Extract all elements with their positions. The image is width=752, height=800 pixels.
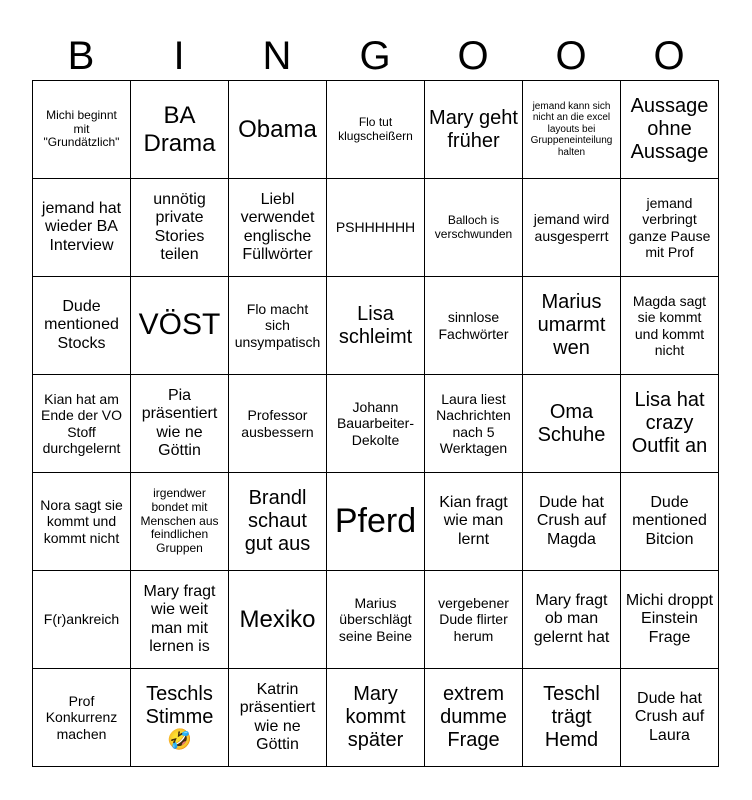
bingo-row-3: [33, 277, 719, 375]
bingo-cell-r2c7[interactable]: jemand verbringt ganze Pause mit Prof: [621, 179, 719, 277]
bingo-cell-r1c7[interactable]: Aussage ohne Aussage: [621, 81, 719, 179]
bingo-cell-r1c4[interactable]: Flo tut klugscheißern: [327, 81, 425, 179]
bingo-cell-r3c5[interactable]: sinnlose Fachwörter: [425, 277, 523, 375]
bingo-cell-r5c4[interactable]: Pferd: [327, 473, 425, 571]
bingo-cell-r3c1[interactable]: Dude mentioned Stocks: [33, 277, 131, 375]
bingo-cell-r1c6[interactable]: jemand kann sich nicht an die excel layouts bei Gruppeneinteilung halten: [523, 81, 621, 179]
bingo-cell-r6c2[interactable]: Mary fragt wie weit man mit lernen is: [131, 571, 229, 669]
bingo-cell-r4c1[interactable]: Kian hat am Ende der VO Stoff durchgelernt: [33, 375, 131, 473]
header-letter-o-2: O: [555, 34, 587, 78]
bingo-cell-r4c4[interactable]: Johann Bauarbeiter-Dekolte: [327, 375, 425, 473]
header-letter-b: B: [67, 34, 95, 78]
bingo-cell-r5c6[interactable]: Dude hat Crush auf Magda: [523, 473, 621, 571]
bingo-cell-r7c3[interactable]: Katrin präsentiert wie ne Göttin: [229, 669, 327, 767]
bingo-cell-r5c2[interactable]: irgendwer bondet mit Menschen aus feindlichen Gruppen: [131, 473, 229, 571]
bingo-cell-r5c1[interactable]: Nora sagt sie kommt und kommt nicht: [33, 473, 131, 571]
bingo-cell-r2c2[interactable]: unnötig private Stories teilen: [131, 179, 229, 277]
bingo-cell-r6c4[interactable]: Marius überschlägt seine Beine: [327, 571, 425, 669]
bingo-cell-r4c2[interactable]: Pia präsentiert wie ne Göttin: [131, 375, 229, 473]
bingo-cell-r6c5[interactable]: vergebener Dude flirter herum: [425, 571, 523, 669]
bingo-cell-r6c7[interactable]: Michi droppt Einstein Frage: [621, 571, 719, 669]
bingo-cell-r3c6[interactable]: Marius umarmt wen: [523, 277, 621, 375]
bingo-cell-r7c2[interactable]: Teschls Stimme 🤣: [131, 669, 229, 767]
header-letter-i: I: [173, 34, 185, 78]
bingo-cell-r3c3[interactable]: Flo macht sich unsympatisch: [229, 277, 327, 375]
bingo-cell-r3c7[interactable]: Magda sagt sie kommt und kommt nicht: [621, 277, 719, 375]
bingo-cell-r2c1[interactable]: jemand hat wieder BA Interview: [33, 179, 131, 277]
bingo-row-5: [33, 473, 719, 571]
header-letter-o-1: O: [457, 34, 489, 78]
bingo-cell-r6c6[interactable]: Mary fragt ob man gelernt hat: [523, 571, 621, 669]
bingo-cell-r1c5[interactable]: Mary geht früher: [425, 81, 523, 179]
bingo-cell-r3c2[interactable]: VÖST: [131, 277, 229, 375]
bingo-cell-r2c3[interactable]: Liebl verwendet englische Füllwörter: [229, 179, 327, 277]
bingo-cell-r7c1[interactable]: Prof Konkurrenz machen: [33, 669, 131, 767]
bingo-cell-r4c6[interactable]: Oma Schuhe: [523, 375, 621, 473]
header-letter-n: N: [262, 34, 292, 78]
bingo-row-4: [33, 375, 719, 473]
bingo-grid: [32, 80, 719, 767]
bingo-cell-r4c7[interactable]: Lisa hat crazy Outfit an: [621, 375, 719, 473]
bingo-cell-r5c7[interactable]: Dude mentioned Bitcion: [621, 473, 719, 571]
bingo-cell-r7c4[interactable]: Mary kommt später: [327, 669, 425, 767]
header-letter-o-3: O: [653, 34, 685, 78]
bingo-cell-r7c6[interactable]: Teschl trägt Hemd: [523, 669, 621, 767]
bingo-cell-r2c4[interactable]: PSHHHHHH: [327, 179, 425, 277]
bingo-cell-r1c2[interactable]: BA Drama: [131, 81, 229, 179]
bingo-row-2: [33, 179, 719, 277]
bingo-cell-r4c5[interactable]: Laura liest Nachrichten nach 5 Werktagen: [425, 375, 523, 473]
bingo-row-1: [33, 81, 719, 179]
bingo-cell-r1c3[interactable]: Obama: [229, 81, 327, 179]
bingo-cell-r5c3[interactable]: Brandl schaut gut aus: [229, 473, 327, 571]
bingo-row-7: [33, 669, 719, 767]
bingo-cell-r6c3[interactable]: Mexiko: [229, 571, 327, 669]
bingo-row-6: [33, 571, 719, 669]
bingo-cell-r3c4[interactable]: Lisa schleimt: [327, 277, 425, 375]
bingo-cell-r1c1[interactable]: Michi beginnt mit "Grundätzlich": [33, 81, 131, 179]
bingo-cell-r5c5[interactable]: Kian fragt wie man lernt: [425, 473, 523, 571]
bingo-cell-r7c5[interactable]: extrem dumme Frage: [425, 669, 523, 767]
bingo-cell-r4c3[interactable]: Professor ausbessern: [229, 375, 327, 473]
bingo-cell-r7c7[interactable]: Dude hat Crush auf Laura: [621, 669, 719, 767]
bingo-header: [32, 28, 718, 84]
bingo-cell-r2c6[interactable]: jemand wird ausgesperrt: [523, 179, 621, 277]
bingo-cell-r6c1[interactable]: F(r)ankreich: [33, 571, 131, 669]
header-letter-g: G: [359, 34, 391, 78]
bingo-cell-r2c5[interactable]: Balloch is verschwunden: [425, 179, 523, 277]
